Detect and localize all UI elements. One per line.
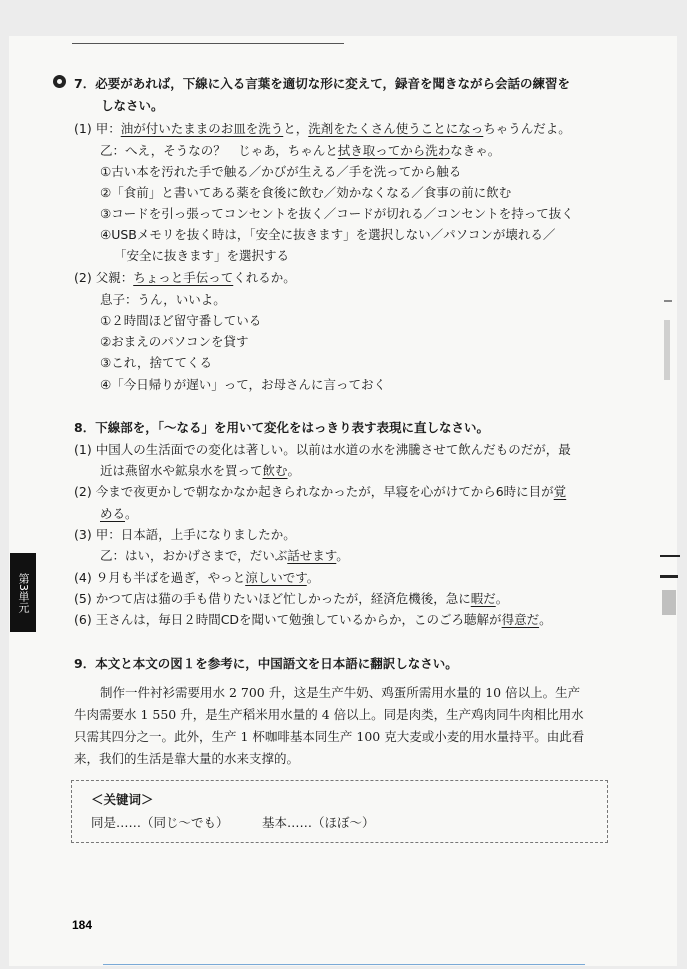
ex9-text-line-2: 牛肉需要水 1 550 升，是生产稻米用水量的 4 倍以上。同是肉类，生产鸡肉同牛肉相比用水 <box>74 707 584 722</box>
ex7-p1-option-3: ③コードを引っ張ってコンセントを抜く／コードが切れる／コンセントを持って抜く <box>100 206 574 221</box>
ex9-title: 9．本文と本文の図１を参考に，中国語文を日本語に翻訳しなさい。 <box>74 656 458 671</box>
top-rule <box>72 43 344 44</box>
unit-side-tab: 第3単元 <box>10 553 36 632</box>
ex7-p2-option-1: ①２時間ほど留守番している <box>100 313 262 328</box>
ex7-p1-option-2: ②「食前」と書いてある薬を食後に飲む／効かなくなる／食事の前に飲む <box>100 185 512 200</box>
ex7-p1-option-4-cont: 「安全に抜きます」を選択する <box>114 248 290 263</box>
ex8-item-2: (2) 今まで夜更かしで朝なかなか起きられなかったが，早寝を心がけてから6時に目が覚 <box>74 484 567 499</box>
ex8-item-5: (5) かつて店は猫の手も借りたいほど忙しかったが，経済危機後，急に暇だ。 <box>74 591 509 606</box>
scan-mark <box>660 575 678 578</box>
ex8-item-3-cont: 乙：はい，おかげさまで，だいぶ話せます。 <box>100 548 349 563</box>
scan-mark <box>660 555 680 557</box>
ex7-p1-option-4: ④USBメモリを抜く時は，「安全に抜きます」を選択しない／パソコンが壊れる／ <box>100 227 556 242</box>
scan-mark <box>662 590 676 615</box>
bottom-rule <box>103 964 585 965</box>
ex8-item-2-cont: める。 <box>100 506 138 521</box>
keywords-title: ＜关键词＞ <box>91 792 154 807</box>
ex7-p1-line-b: 乙：へえ，そうなの？ じゃあ，ちゃんと拭き取ってから洗わなきゃ。 <box>100 143 501 158</box>
keyword-2: 基本……（ほぼ～） <box>262 815 375 830</box>
ex7-p1-option-1: ①古い本を汚れた手で触る／かびが生える／手を洗ってから触る <box>100 164 462 179</box>
ex7-p2-option-4: ④「今日帰りが遅い」って，お母さんに言っておく <box>100 377 386 392</box>
ex8-item-4: (4) ９月も半ばを過ぎ，やっと涼しいです。 <box>74 570 320 585</box>
ex7-p2-line-b: 息子：うん，いいよ。 <box>100 292 226 307</box>
ex9-text-line-1: 制作一件衬衫需要用水 2 700 升，这是生产牛奶、鸡蛋所需用水量的 10 倍以上。生产 <box>100 685 581 700</box>
ex7-p2-line-a: (2) 父親：ちょっと手伝ってくれるか。 <box>74 270 296 285</box>
cd-icon <box>53 75 66 88</box>
ex7-title: 7．必要があれば，下線に入る言葉を適切な形に変えて，録音を聞きながら会話の練習を <box>74 76 570 91</box>
ex8-item-1-cont: 近は燕留水や鉱泉水を買って飲む。 <box>100 463 301 478</box>
ex8-item-6: (6) 王さんは，毎日２時間CDを聞いて勉強しているからか，このごろ聴解が得意だ。 <box>74 612 552 627</box>
ex7-title-cont: しなさい。 <box>101 98 164 113</box>
keyword-1: 同是……（同じ～でも） <box>91 815 229 830</box>
scan-mark <box>664 320 670 380</box>
ex7-p2-option-2: ②おまえのパソコンを貸す <box>100 334 249 349</box>
ex7-p1-line-a: (1) 甲：油が付いたままのお皿を洗うと，洗剤をたくさん使うことになっちゃうんだよ。 <box>74 121 571 136</box>
ex8-item-1: (1) 中国人の生活面での変化は著しい。以前は水道の水を沸騰させて飲んだものだが，最 <box>74 442 571 457</box>
ex8-item-3: (3) 甲：日本語，上手になりましたか。 <box>74 527 296 542</box>
scan-mark <box>664 300 672 302</box>
ex7-p2-option-3: ③これ，捨ててくる <box>100 355 212 370</box>
ex9-text-line-3: 只需其四分之一。此外，生产 1 杯咖啡基本同生产 100 克大麦或小麦的用水量持平。由此看 <box>74 729 585 744</box>
ex9-text-line-4: 来，我们的生活是靠大量的水来支撑的。 <box>74 751 300 766</box>
page-number: 184 <box>72 918 93 932</box>
ex8-title: 8．下線部を，「～なる」を用いて変化をはっきり表す表現に直しなさい。 <box>74 420 489 435</box>
